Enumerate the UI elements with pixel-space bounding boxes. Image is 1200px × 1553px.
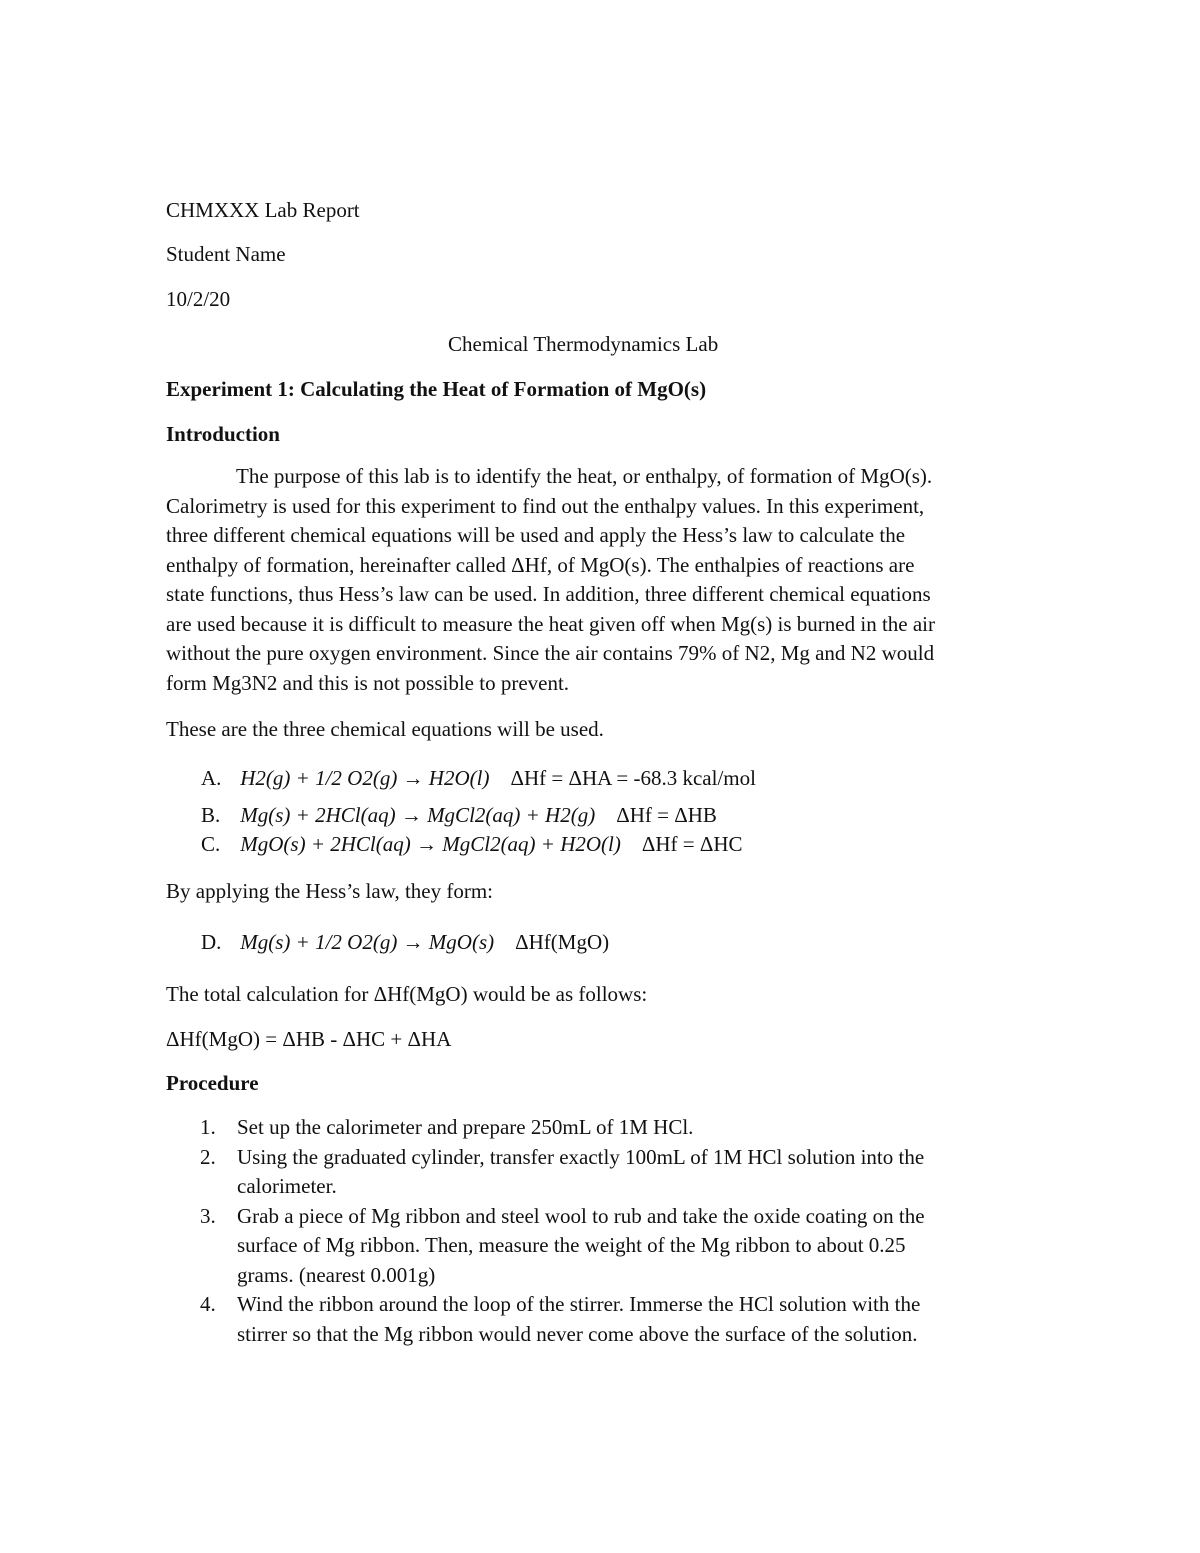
equation-enthalpy: ΔHf = ΔHB	[616, 803, 717, 827]
step-line: Grab a piece of Mg ribbon and steel wool to rub and take the oxide coating on the	[237, 1203, 925, 1228]
student-name: Student Name	[166, 242, 286, 266]
step-line: Wind the ribbon around the loop of the stirrer. Immerse the HCl solution with the	[237, 1292, 921, 1316]
step-number: 1.	[200, 1115, 216, 1139]
equation-label: B.	[201, 803, 221, 827]
step-line: calorimeter.	[237, 1174, 337, 1198]
intro-line: are used because it is difficult to measure the heat given off when Mg(s) is burned in the air	[166, 611, 935, 636]
step-line: surface of Mg ribbon. Then, measure the weight of the Mg ribbon to about 0.25	[237, 1233, 906, 1257]
equation-expression: H2(g) + 1/2 O2(g) → H2O(l)	[240, 766, 490, 790]
intro-line: state functions, thus Hess’s law can be used. In addition, three different chemical equations	[166, 582, 931, 606]
equation-a	[201, 764, 756, 794]
equations-intro: These are the three chemical equations will be used.	[166, 717, 604, 741]
equation-enthalpy: ΔHf(MgO)	[515, 930, 610, 954]
equation-c	[201, 830, 743, 860]
equation-enthalpy: ΔHf = ΔHC	[641, 832, 743, 856]
course-label: CHMXXX Lab Report	[166, 198, 360, 222]
equation-d	[201, 928, 609, 958]
equation-expression: Mg(s) + 1/2 O2(g) → MgO(s)	[240, 930, 495, 954]
equation-expression: Mg(s) + 2HCl(aq) → MgCl2(aq) + H2(g)	[240, 803, 596, 827]
equation-label: D.	[201, 930, 222, 954]
procedure-step	[200, 1143, 1030, 1202]
procedure-step	[200, 1290, 1030, 1349]
procedure-heading: Procedure	[166, 1071, 259, 1095]
step-line: Using the graduated cylinder, transfer exactly 100mL of 1M HCl solution into the	[237, 1144, 925, 1169]
step-line: Set up the calorimeter and prepare 250mL of 1M HCl.	[237, 1115, 694, 1139]
step-line: grams. (nearest 0.001g)	[237, 1262, 436, 1287]
step-line: stirrer so that the Mg ribbon would never come above the surface of the solution.	[237, 1321, 918, 1346]
equation-enthalpy: ΔHf = ΔHA = -68.3 kcal/mol	[510, 766, 756, 790]
document-title: Chemical Thermodynamics Lab	[448, 332, 719, 356]
intro-line: enthalpy of formation, hereinafter called ΔHf, of MgO(s). The enthalpies of reactions are	[166, 552, 915, 577]
introduction-paragraph	[166, 462, 1046, 698]
step-number: 2.	[200, 1144, 216, 1169]
procedure-step	[200, 1113, 1030, 1143]
procedure-list	[200, 1113, 1030, 1349]
equation-expression: MgO(s) + 2HCl(aq) → MgCl2(aq) + H2O(l)	[240, 832, 621, 856]
intro-line: without the pure oxygen environment. Since the air contains 79% of N2, Mg and N2 would	[166, 641, 935, 665]
equation-label: A.	[201, 766, 222, 790]
introduction-heading: Introduction	[166, 422, 280, 446]
hess-intro: By applying the Hess’s law, they form:	[166, 879, 494, 903]
total-formula: ΔHf(MgO) = ΔHB - ΔHC + ΔHA	[166, 1027, 452, 1051]
experiment-heading: Experiment 1: Calculating the Heat of Formation of MgO(s)	[166, 377, 707, 401]
intro-line: The purpose of this lab is to identify the heat, or enthalpy, of formation of MgO(s).	[236, 464, 933, 488]
procedure-step	[200, 1202, 1030, 1291]
step-number: 4.	[200, 1292, 216, 1316]
step-number: 3.	[200, 1203, 216, 1228]
equation-label: C.	[201, 832, 221, 856]
intro-line: form Mg3N2 and this is not possible to prevent.	[166, 670, 570, 695]
intro-line: three different chemical equations will be used and apply the Hess’s law to calculate the	[166, 523, 906, 547]
equation-b	[201, 801, 717, 831]
intro-line: Calorimetry is used for this experiment to find out the enthalpy values. In this experiment,	[166, 493, 925, 518]
report-date: 10/2/20	[166, 287, 231, 311]
total-intro: The total calculation for ΔHf(MgO) would be as follows:	[166, 982, 648, 1006]
